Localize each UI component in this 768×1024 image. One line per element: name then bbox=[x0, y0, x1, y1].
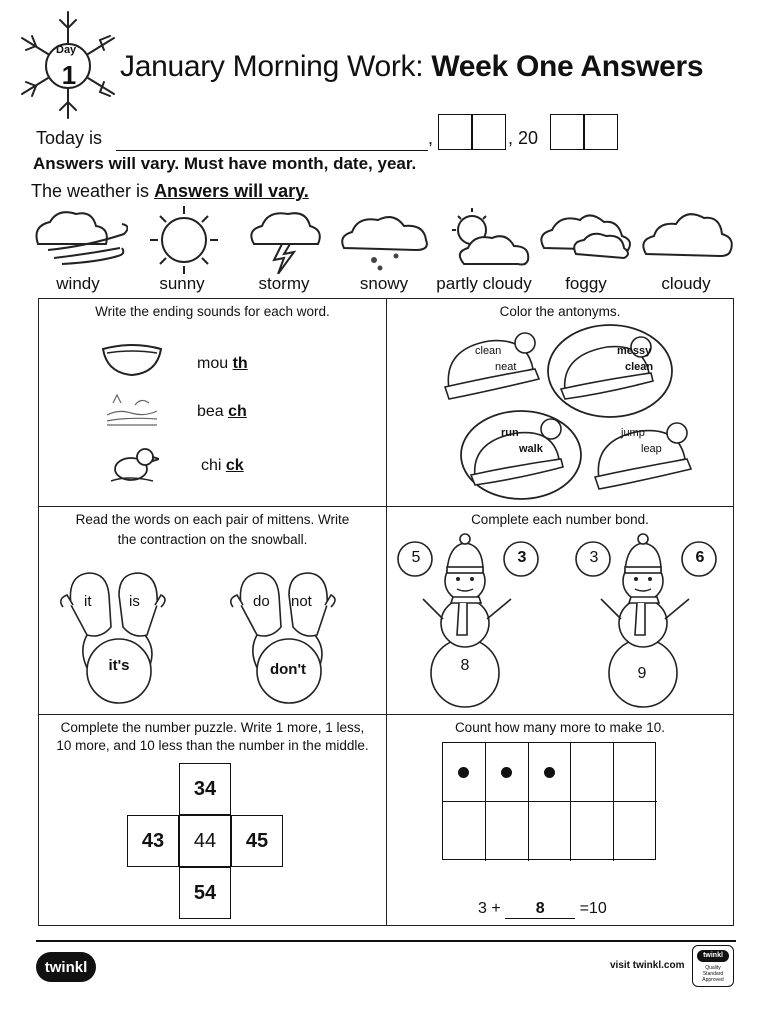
partly-cloudy-icon bbox=[434, 204, 534, 274]
windy-icon bbox=[28, 204, 128, 274]
hat-4-top-word: jump bbox=[621, 427, 645, 439]
visit-link[interactable]: visit twinkl.com bbox=[610, 960, 685, 971]
ten-frame-cell[interactable] bbox=[614, 802, 657, 861]
weather-label: sunny bbox=[159, 274, 205, 293]
ten-frame-cell[interactable] bbox=[443, 802, 486, 861]
puzzle-center-box: 44 bbox=[179, 815, 231, 867]
date-answer-note: Answers will vary. Must have month, date, year. bbox=[33, 154, 417, 173]
puzzle-bottom-box: 54 bbox=[179, 867, 231, 919]
mittens-icon bbox=[57, 565, 177, 705]
page-title bbox=[120, 50, 703, 84]
storm-icon bbox=[234, 204, 334, 274]
footer-divider bbox=[36, 940, 736, 942]
weather-label: foggy bbox=[565, 274, 607, 293]
weather-answer: Answers will vary. bbox=[154, 181, 309, 201]
year-box-2[interactable] bbox=[584, 114, 618, 150]
antonyms-panel bbox=[387, 299, 733, 507]
weather-line bbox=[31, 181, 309, 202]
badge-text: Quality Standard Approved bbox=[702, 965, 724, 983]
hat-2-top-word: messy bbox=[617, 345, 652, 357]
weather-option-partly-cloudy[interactable] bbox=[434, 204, 534, 296]
equation-prefix: 3 + bbox=[478, 900, 506, 917]
year-prefix-label: , 20 bbox=[508, 128, 539, 148]
word-prefix: chi bbox=[201, 457, 226, 474]
bond-right-number: 3 bbox=[517, 549, 527, 566]
number-puzzle-instruction-1: Complete the number puzzle. Write 1 more, 1 less, bbox=[60, 720, 365, 735]
weather-option-sunny[interactable] bbox=[132, 204, 232, 296]
ten-frame-cell[interactable] bbox=[571, 743, 614, 802]
equation-suffix: =10 bbox=[575, 900, 607, 917]
ten-frame-cell[interactable] bbox=[529, 802, 572, 861]
hat-1-top-word: clean bbox=[475, 345, 502, 357]
mitten-word: is bbox=[129, 593, 140, 610]
number-bond-panel bbox=[387, 507, 733, 715]
bond-right-number: 6 bbox=[695, 549, 705, 566]
day-number: 1 bbox=[61, 60, 77, 90]
ten-frame-cell[interactable] bbox=[443, 743, 486, 802]
date-box-1[interactable] bbox=[438, 114, 472, 150]
bond-total-number: 8 bbox=[460, 657, 470, 674]
hat-1-bottom-word: neat bbox=[495, 361, 517, 373]
mittens-icon bbox=[227, 565, 347, 705]
word-answer: ch bbox=[228, 403, 247, 420]
header bbox=[18, 8, 758, 120]
hat-circled-icon bbox=[545, 321, 675, 421]
date-box-2[interactable] bbox=[472, 114, 506, 150]
weather-options bbox=[28, 204, 738, 296]
puzzle-left-box: 43 bbox=[127, 815, 179, 867]
antonyms-instruction: Color the antonyms. bbox=[499, 304, 621, 319]
badge-logo: twinkl bbox=[697, 950, 729, 962]
word-row-mouth bbox=[197, 355, 248, 373]
ten-frame bbox=[442, 742, 656, 860]
ten-frame-cell[interactable] bbox=[486, 802, 529, 861]
make-ten-instruction: Count how many more to make 10. bbox=[454, 720, 666, 735]
counter-dot bbox=[501, 767, 512, 778]
number-puzzle-panel bbox=[39, 715, 387, 925]
cloud-icon bbox=[636, 204, 736, 274]
weather-option-snowy[interactable] bbox=[334, 204, 434, 296]
contractions-instruction-2: the contraction on the snowball. bbox=[117, 532, 308, 547]
weather-option-foggy[interactable] bbox=[536, 204, 636, 296]
ten-frame-cell[interactable] bbox=[529, 743, 572, 802]
counter-dot bbox=[544, 767, 555, 778]
word-prefix: mou bbox=[197, 355, 233, 372]
bond-left-number: 3 bbox=[589, 549, 599, 566]
today-is-label: Today is bbox=[36, 128, 103, 148]
ten-frame-cell[interactable] bbox=[571, 802, 614, 861]
word-answer: th bbox=[232, 355, 248, 372]
puzzle-top-box: 34 bbox=[179, 763, 231, 815]
mouth-icon bbox=[99, 341, 165, 377]
chick-icon bbox=[109, 445, 159, 485]
ten-frame-cell[interactable] bbox=[614, 743, 657, 802]
number-puzzle-instruction-2: 10 more, and 10 less than the number in the middle. bbox=[56, 738, 369, 753]
bond-left-number: 5 bbox=[411, 549, 421, 566]
hat-icon bbox=[439, 329, 543, 405]
date-row bbox=[36, 126, 736, 154]
sun-icon bbox=[132, 204, 232, 274]
weather-label: windy bbox=[56, 274, 100, 293]
weather-prefix: The weather is bbox=[31, 181, 155, 201]
hat-circled-icon bbox=[457, 407, 587, 503]
mitten-word: it bbox=[84, 593, 92, 610]
ten-frame-cell[interactable] bbox=[486, 743, 529, 802]
make-ten-equation bbox=[478, 900, 607, 919]
day-label: Day bbox=[56, 44, 77, 56]
word-row-chick bbox=[201, 457, 244, 475]
year-box-1[interactable] bbox=[550, 114, 584, 150]
quality-badge bbox=[692, 945, 734, 987]
title-regular: January Morning Work: bbox=[120, 50, 432, 83]
mitten-word: not bbox=[291, 593, 312, 610]
mitten-word: do bbox=[253, 593, 270, 610]
weather-label: snowy bbox=[359, 274, 409, 293]
ending-sounds-instruction: Write the ending sounds for each word. bbox=[95, 304, 330, 319]
weather-label: partly cloudy bbox=[436, 274, 532, 293]
bond-total-number: 9 bbox=[637, 665, 647, 682]
word-row-beach bbox=[197, 403, 247, 421]
contractions-panel bbox=[39, 507, 387, 715]
title-bold: Week One Answers bbox=[431, 50, 704, 83]
contraction-answer: it's bbox=[108, 657, 130, 674]
weather-option-windy[interactable] bbox=[28, 204, 128, 296]
hat-3-top-word: run bbox=[501, 427, 519, 439]
word-answer: ck bbox=[225, 457, 244, 474]
twinkl-logo: twinkl bbox=[36, 952, 96, 982]
hat-2-bottom-word: clean bbox=[625, 361, 654, 373]
contraction-answer: don't bbox=[269, 661, 307, 678]
fog-icon bbox=[536, 204, 636, 274]
puzzle-right-box: 45 bbox=[231, 815, 283, 867]
number-bond-instruction: Complete each number bond. bbox=[471, 512, 649, 527]
weather-option-stormy[interactable] bbox=[234, 204, 334, 296]
month-date-line[interactable] bbox=[116, 150, 428, 151]
snow-icon bbox=[334, 204, 434, 274]
weather-label: cloudy bbox=[661, 274, 711, 293]
ending-sounds-panel bbox=[39, 299, 387, 507]
weather-option-cloudy[interactable] bbox=[636, 204, 736, 296]
equation-answer: 8 bbox=[505, 900, 575, 919]
beach-icon bbox=[105, 391, 159, 427]
contractions-instruction-1: Read the words on each pair of mittens. Write bbox=[75, 512, 350, 527]
weather-label: stormy bbox=[258, 274, 310, 293]
counter-dot bbox=[458, 767, 469, 778]
word-prefix: bea bbox=[197, 403, 229, 420]
hat-4-bottom-word: leap bbox=[641, 443, 662, 455]
hat-3-bottom-word: walk bbox=[519, 443, 543, 455]
comma-label: , bbox=[428, 128, 434, 148]
